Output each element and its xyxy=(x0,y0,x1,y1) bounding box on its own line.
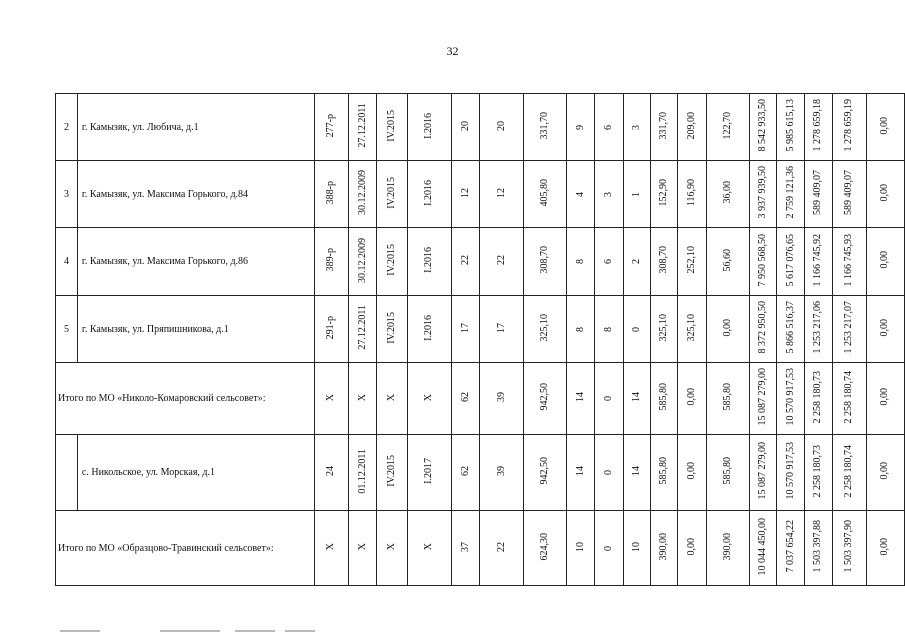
value-text: 0,00 xyxy=(879,318,891,337)
value-cell xyxy=(650,161,678,228)
value-cell xyxy=(623,435,650,511)
value-text: 1 253 217,07 xyxy=(843,301,855,354)
value-cell xyxy=(706,435,750,511)
value-text: 14 xyxy=(574,466,586,476)
value-text: X xyxy=(423,543,435,551)
value-text: 0,00 xyxy=(879,388,891,406)
value-cell xyxy=(678,296,707,363)
value-text: 1 xyxy=(630,191,642,197)
value-text: 389-р xyxy=(325,248,337,272)
value-cell xyxy=(567,161,595,228)
value-cell xyxy=(804,296,832,363)
value-text: 209,00 xyxy=(686,111,698,140)
value-text: 7 950 568,50 xyxy=(757,233,769,287)
value-cell xyxy=(376,363,407,435)
value-text: 27.12.2011 xyxy=(356,103,368,148)
value-text: 7 037 654,22 xyxy=(784,520,796,573)
value-text: IV.2015 xyxy=(386,109,398,142)
value-cell xyxy=(523,161,567,228)
value-cell xyxy=(623,363,650,435)
value-text: 116,90 xyxy=(686,178,698,207)
value-text: 39 xyxy=(495,466,507,476)
value-cell xyxy=(623,228,650,296)
value-cell xyxy=(523,94,567,161)
value-cell xyxy=(567,511,595,586)
row-number: 3 xyxy=(56,161,78,228)
value-cell xyxy=(777,94,805,161)
value-text: 62 xyxy=(459,392,471,402)
value-text: 291-р xyxy=(325,315,337,340)
subtotal-label: Итого по МО «Образцово-Травинский сельсовет»: xyxy=(56,511,315,586)
value-text: 1 503 397,90 xyxy=(843,520,855,573)
value-text: 3 xyxy=(630,124,642,130)
value-cell xyxy=(832,296,866,363)
value-cell xyxy=(650,228,678,296)
value-cell xyxy=(451,161,480,228)
value-cell xyxy=(678,435,707,511)
value-text: I.2017 xyxy=(423,458,435,484)
value-cell xyxy=(678,94,707,161)
value-cell xyxy=(650,363,678,435)
value-cell xyxy=(349,228,377,296)
value-text: 20 xyxy=(459,120,471,131)
value-text: IV.2015 xyxy=(386,244,398,276)
value-cell xyxy=(408,511,452,586)
value-text: 17 xyxy=(459,322,471,333)
value-text: 20 xyxy=(495,120,507,131)
subtotal-row-nikolo-komarovsky xyxy=(56,363,905,435)
value-text: 10 xyxy=(574,541,586,552)
value-cell xyxy=(866,363,904,435)
value-text: 10 570 917,53 xyxy=(784,368,796,426)
row-number: 4 xyxy=(56,228,78,296)
value-cell xyxy=(451,363,480,435)
value-cell xyxy=(777,363,805,435)
value-text: 62 xyxy=(459,466,471,476)
value-cell xyxy=(804,161,832,228)
value-text: X xyxy=(325,393,337,401)
value-text: 14 xyxy=(630,466,642,476)
value-cell xyxy=(595,228,624,296)
subtotal-label: Итого по МО «Николо-Комаровский сельсовет»: xyxy=(56,363,315,435)
value-text: 2 258 180,74 xyxy=(843,370,855,424)
value-text: 585,80 xyxy=(657,457,669,485)
value-text: 10 570 917,53 xyxy=(784,442,796,500)
value-text: 0,00 xyxy=(879,183,891,202)
value-cell xyxy=(595,511,624,586)
value-cell xyxy=(480,511,524,586)
value-cell xyxy=(706,161,750,228)
value-text: 8 542 933,50 xyxy=(757,99,769,152)
value-cell xyxy=(595,435,624,511)
value-text: 10 xyxy=(630,541,642,552)
value-text: 01.12.2011 xyxy=(356,448,368,494)
value-text: 325,10 xyxy=(539,313,551,342)
value-text: I.2016 xyxy=(423,247,435,273)
address-cell: г. Камызяк, ул. Пряпишникова, д.1 xyxy=(77,296,314,363)
value-text: 0,00 xyxy=(879,462,891,480)
value-cell xyxy=(804,363,832,435)
value-text: 308,70 xyxy=(657,246,669,274)
value-text: 325,10 xyxy=(657,313,669,342)
value-cell xyxy=(451,228,480,296)
row-number xyxy=(56,435,78,511)
value-text: 0,00 xyxy=(722,318,734,337)
value-cell xyxy=(523,363,567,435)
value-cell xyxy=(349,511,377,586)
value-cell xyxy=(623,296,650,363)
value-cell xyxy=(349,161,377,228)
value-cell xyxy=(408,435,452,511)
value-text: 22 xyxy=(495,255,507,265)
value-cell xyxy=(866,511,904,586)
value-text: 152,90 xyxy=(657,178,669,207)
value-cell xyxy=(523,228,567,296)
value-cell xyxy=(804,228,832,296)
address-cell: с. Никольское, ул. Морская, д.1 xyxy=(77,435,314,511)
value-text: I.2016 xyxy=(423,314,435,341)
value-cell xyxy=(804,94,832,161)
value-text: 0,00 xyxy=(879,251,891,269)
value-text: 15 087 279,00 xyxy=(757,368,769,426)
table-row xyxy=(56,296,905,363)
address-cell: г. Камызяк, ул. Максима Горького, д.84 xyxy=(77,161,314,228)
value-text: 1 253 217,06 xyxy=(812,301,824,354)
value-cell xyxy=(451,511,480,586)
value-cell xyxy=(595,296,624,363)
value-cell xyxy=(523,511,567,586)
value-cell xyxy=(408,296,452,363)
value-cell xyxy=(567,435,595,511)
value-cell xyxy=(832,161,866,228)
value-cell xyxy=(777,296,805,363)
value-cell xyxy=(376,161,407,228)
value-cell xyxy=(706,94,750,161)
value-text: I.2016 xyxy=(423,179,435,206)
value-cell xyxy=(408,161,452,228)
value-text: 12 xyxy=(495,187,507,198)
value-cell xyxy=(750,435,777,511)
value-text: 325,10 xyxy=(686,313,698,342)
value-text: 5 866 516,37 xyxy=(784,301,796,354)
value-cell xyxy=(650,511,678,586)
value-cell xyxy=(678,228,707,296)
value-text: 3 937 939,50 xyxy=(757,166,769,219)
value-text: 36,00 xyxy=(722,181,734,204)
value-cell xyxy=(706,296,750,363)
value-text: X xyxy=(356,393,368,401)
value-cell xyxy=(451,435,480,511)
value-cell xyxy=(349,94,377,161)
value-cell xyxy=(866,228,904,296)
value-text: 22 xyxy=(495,541,507,552)
value-text: 405,80 xyxy=(539,178,551,207)
value-cell xyxy=(595,94,624,161)
value-text: I.2016 xyxy=(423,112,435,139)
value-cell xyxy=(706,511,750,586)
value-text: 388-р xyxy=(325,180,337,205)
value-text: 30.12.2009 xyxy=(356,237,368,283)
value-cell xyxy=(567,363,595,435)
value-cell xyxy=(314,228,349,296)
value-cell xyxy=(750,511,777,586)
value-cell xyxy=(567,228,595,296)
value-cell xyxy=(866,435,904,511)
value-cell xyxy=(706,228,750,296)
value-text: X xyxy=(386,393,398,401)
value-cell xyxy=(750,228,777,296)
table-row-nikolskoe xyxy=(56,435,905,511)
value-text: 0,00 xyxy=(879,116,891,135)
address-cell: г. Камызяк, ул. Максима Горького, д.86 xyxy=(77,228,314,296)
value-text: 10 044 450,00 xyxy=(757,517,769,576)
value-text: 2 258 180,73 xyxy=(812,444,824,498)
value-text: 589 409,07 xyxy=(843,170,855,215)
value-cell xyxy=(678,363,707,435)
value-text: 1 166 745,93 xyxy=(843,233,855,287)
value-cell xyxy=(777,228,805,296)
value-text: 27.12.2011 xyxy=(356,305,368,350)
value-cell xyxy=(376,435,407,511)
value-text: 24 xyxy=(325,466,337,476)
value-cell xyxy=(678,161,707,228)
value-text: 0,00 xyxy=(686,462,698,480)
value-cell xyxy=(595,363,624,435)
subtotal-row-obraztsovo-travinsky xyxy=(56,511,905,586)
value-text: 17 xyxy=(495,322,507,333)
value-cell xyxy=(408,228,452,296)
value-text: 0 xyxy=(602,545,614,551)
value-text: 308,70 xyxy=(539,246,551,274)
value-cell xyxy=(777,435,805,511)
value-text: 0 xyxy=(630,326,642,332)
value-cell xyxy=(480,296,524,363)
value-cell xyxy=(832,228,866,296)
page-number: 32 xyxy=(446,44,459,58)
value-text: 589 409,07 xyxy=(812,170,824,215)
value-text: 39 xyxy=(495,392,507,402)
value-text: 585,80 xyxy=(722,457,734,485)
value-text: 4 xyxy=(574,191,586,197)
value-text: IV.2015 xyxy=(386,176,398,209)
value-text: 0,00 xyxy=(686,537,698,556)
value-text: 585,80 xyxy=(722,383,734,411)
value-cell xyxy=(777,511,805,586)
value-cell xyxy=(314,363,349,435)
value-cell xyxy=(650,94,678,161)
value-cell xyxy=(595,161,624,228)
value-text: X xyxy=(386,543,398,551)
value-cell xyxy=(480,161,524,228)
value-cell xyxy=(777,161,805,228)
value-cell xyxy=(376,511,407,586)
value-cell xyxy=(623,511,650,586)
value-text: 15 087 279,00 xyxy=(757,442,769,500)
value-text: 14 xyxy=(574,392,586,402)
value-cell xyxy=(314,94,349,161)
value-cell xyxy=(349,435,377,511)
value-text: 942,50 xyxy=(539,457,551,485)
value-text: 12 xyxy=(459,187,471,198)
value-text: IV.2015 xyxy=(386,311,398,344)
value-cell xyxy=(451,296,480,363)
value-cell xyxy=(314,435,349,511)
housing-table xyxy=(55,93,905,586)
value-text: 585,80 xyxy=(657,383,669,411)
value-text: 8 xyxy=(602,326,614,332)
value-text: 2 258 180,74 xyxy=(843,444,855,498)
value-text: 2 258 180,73 xyxy=(812,370,824,424)
value-cell xyxy=(314,511,349,586)
value-cell xyxy=(480,228,524,296)
value-text: 277-р xyxy=(325,113,337,138)
value-cell xyxy=(376,228,407,296)
value-text: 2 759 121,36 xyxy=(784,166,796,219)
value-cell xyxy=(750,363,777,435)
value-text: 56,60 xyxy=(722,248,734,272)
value-text: 30.12.2009 xyxy=(356,170,368,215)
row-number: 5 xyxy=(56,296,78,363)
value-text: 6 xyxy=(602,259,614,264)
value-cell xyxy=(376,296,407,363)
value-cell xyxy=(349,296,377,363)
value-cell xyxy=(750,161,777,228)
value-cell xyxy=(706,363,750,435)
value-text: 0,00 xyxy=(686,388,698,406)
value-text: 942,50 xyxy=(539,383,551,411)
value-text: 37 xyxy=(459,541,471,552)
value-text: 390,00 xyxy=(722,532,734,561)
value-text: IV.2015 xyxy=(386,455,398,487)
footer-decoration xyxy=(60,630,320,634)
value-cell xyxy=(314,296,349,363)
value-text: 1 166 745,92 xyxy=(812,233,824,287)
value-text: 9 xyxy=(574,124,586,130)
value-text: 331,70 xyxy=(539,111,551,140)
value-cell xyxy=(832,511,866,586)
value-text: 390,00 xyxy=(657,532,669,561)
value-text: 14 xyxy=(630,392,642,402)
value-cell xyxy=(650,435,678,511)
address-cell: г. Камызяк, ул. Любича, д.1 xyxy=(77,94,314,161)
value-text: 22 xyxy=(459,255,471,265)
value-text: 5 985 615,13 xyxy=(784,99,796,152)
value-text: X xyxy=(356,543,368,551)
value-cell xyxy=(480,94,524,161)
value-cell xyxy=(480,363,524,435)
value-cell xyxy=(349,363,377,435)
table-row xyxy=(56,161,905,228)
value-cell xyxy=(623,94,650,161)
value-text: 122,70 xyxy=(722,111,734,140)
value-text: 6 xyxy=(602,124,614,130)
value-text: 8 372 950,50 xyxy=(757,301,769,354)
value-text: 0,00 xyxy=(879,537,891,556)
value-cell xyxy=(804,511,832,586)
value-text: X xyxy=(423,393,435,401)
row-number: 2 xyxy=(56,94,78,161)
value-cell xyxy=(567,296,595,363)
value-cell xyxy=(750,296,777,363)
value-text: 624,30 xyxy=(539,532,551,561)
value-text: 1 503 397,88 xyxy=(812,520,824,573)
value-text: 0 xyxy=(602,470,614,475)
value-cell xyxy=(866,296,904,363)
value-text: 331,70 xyxy=(657,111,669,140)
value-cell xyxy=(523,435,567,511)
table-row xyxy=(56,94,905,161)
value-cell xyxy=(408,94,452,161)
value-cell xyxy=(523,296,567,363)
value-cell xyxy=(832,363,866,435)
value-text: 2 xyxy=(630,259,642,264)
value-cell xyxy=(650,296,678,363)
value-cell xyxy=(623,161,650,228)
value-text: 8 xyxy=(574,326,586,332)
value-cell xyxy=(451,94,480,161)
value-text: 8 xyxy=(574,259,586,264)
value-cell xyxy=(480,435,524,511)
value-text: 5 617 076,65 xyxy=(784,233,796,287)
value-cell xyxy=(314,161,349,228)
value-text: 1 278 659,18 xyxy=(812,99,824,152)
value-text: 0 xyxy=(602,396,614,401)
value-cell xyxy=(408,363,452,435)
value-cell xyxy=(750,94,777,161)
value-cell xyxy=(866,94,904,161)
value-cell xyxy=(866,161,904,228)
value-text: 1 278 659,19 xyxy=(843,99,855,152)
table-row xyxy=(56,228,905,296)
value-cell xyxy=(376,94,407,161)
value-cell xyxy=(832,435,866,511)
value-cell xyxy=(832,94,866,161)
value-cell xyxy=(804,435,832,511)
value-text: 3 xyxy=(602,191,614,197)
value-text: X xyxy=(325,543,337,551)
value-cell xyxy=(678,511,707,586)
value-text: 252,10 xyxy=(686,246,698,274)
value-cell xyxy=(567,94,595,161)
